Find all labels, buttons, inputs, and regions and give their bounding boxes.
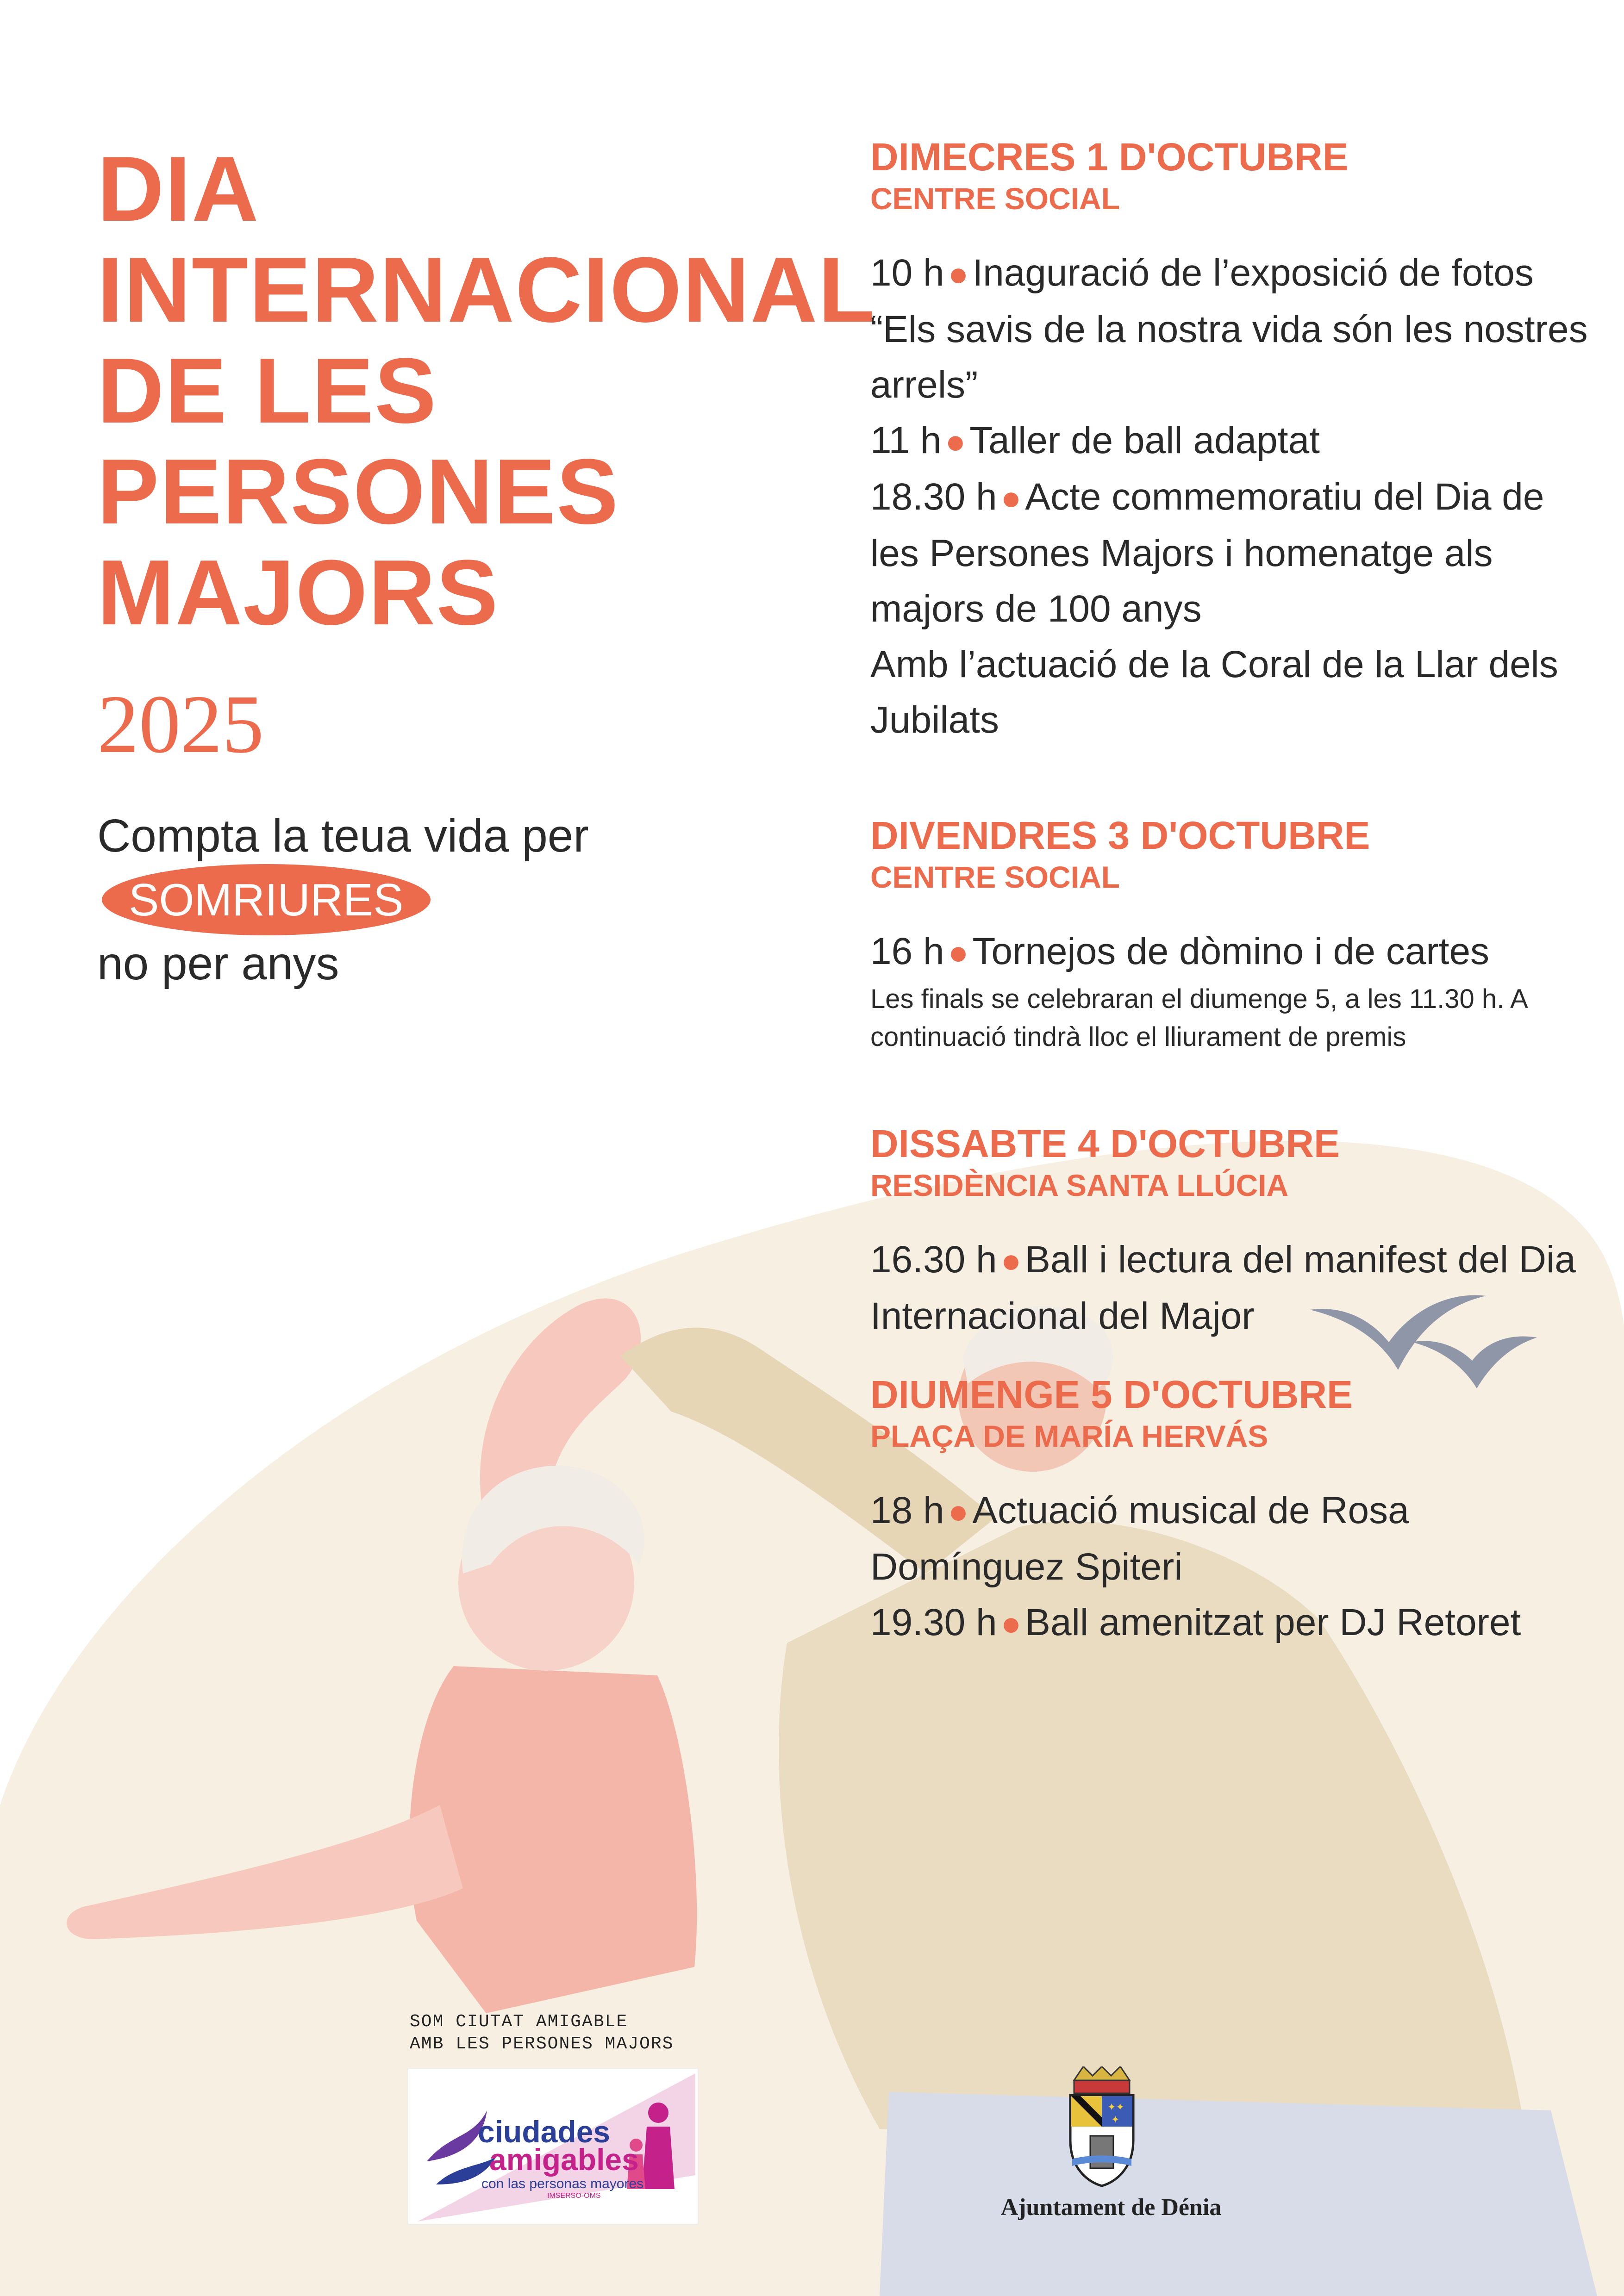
schedule-item (870, 1483, 1593, 1595)
svg-text:✦: ✦ (1111, 2114, 1120, 2126)
title-line: MAJORS (97, 541, 499, 644)
item-text: Acte commemoratiu del Dia de les Persones Majors i homenatge als majors de 100 anys (870, 476, 1544, 630)
council-name: Ajuntament de Dénia (1000, 2194, 1222, 2221)
logo-word: ciudades (478, 2115, 611, 2149)
schedule-item (870, 469, 1593, 637)
friendly-city-label (410, 2011, 674, 2055)
title-line: DE LES (97, 339, 437, 442)
item-text: Actuació musical de Rosa Domínguez Spiteri (870, 1489, 1409, 1588)
venue-heading: PLAÇA DE MARÍA HERVÁS (870, 1419, 1268, 1453)
schedule-item (870, 1232, 1593, 1344)
item-text: Ball amenitzat per DJ Retoret (1025, 1601, 1521, 1643)
item-time: 19.30 h (870, 1601, 997, 1643)
denia-coat-of-arms-icon (1065, 2066, 1139, 2187)
logo-subtitle: con las personas mayores (481, 2176, 644, 2191)
tagline-start: Compta la teua vida per (97, 810, 589, 862)
schedule-extra: Amb l’actuació de la Coral de la Llar dels Jubilats (870, 643, 1558, 741)
item-time: 10 h (870, 252, 944, 294)
item-text: Taller de ball adaptat (969, 419, 1320, 461)
item-time: 16 h (870, 930, 944, 972)
event-schedule (870, 134, 1593, 1716)
bullet-dot-icon: ● (948, 933, 969, 971)
logo-word: amigables (489, 2142, 639, 2177)
day-heading: DISSABTE 4 D'OCTUBRE (870, 1122, 1340, 1165)
schedule-note: Les finals se celebraran el diumenge 5, a les 11.30 h. A continuació tindrà lloc el lliurament de premis (870, 984, 1527, 1052)
tagline (97, 808, 884, 992)
schedule-day-2 (870, 813, 1593, 1056)
schedule-day-4 (870, 1372, 1593, 1651)
friendly-line: SOM CIUTAT AMIGABLE (410, 2012, 628, 2032)
venue-heading: CENTRE SOCIAL (870, 181, 1120, 216)
bullet-dot-icon: ● (948, 1492, 969, 1531)
event-title (97, 139, 884, 643)
bullet-dot-icon: ● (1000, 1604, 1022, 1643)
schedule-item (870, 413, 1593, 469)
bullet-dot-icon: ● (948, 255, 969, 293)
schedule-day-1 (870, 134, 1593, 748)
event-year: 2025 (97, 678, 264, 770)
item-text: Inaguració de l’exposició de fotos “Els savis de la nostra vida són les nostres arrels” (870, 252, 1588, 406)
bullet-dot-icon: ● (1000, 479, 1022, 517)
ciudades-amigables-logo (408, 2069, 698, 2224)
day-heading: DIUMENGE 5 D'OCTUBRE (870, 1373, 1353, 1416)
item-time: 16.30 h (870, 1238, 997, 1281)
tagline-end: no per anys (97, 938, 339, 989)
item-time: 18 h (870, 1489, 944, 1531)
schedule-day-3 (870, 1121, 1593, 1344)
tagline-highlight-pill: SOMRIURES (102, 864, 431, 935)
item-text: Tornejos de dòmino i de cartes (972, 930, 1490, 972)
item-text: Ball i lectura del manifest del Dia Internacional del Major (870, 1238, 1576, 1337)
title-line: DIA (97, 137, 260, 241)
item-time: 18.30 h (870, 476, 997, 518)
title-line: INTERNACIONAL (97, 238, 876, 342)
bullet-dot-icon: ● (1000, 1241, 1022, 1280)
schedule-item (870, 924, 1593, 980)
logo-org: IMSERSO-OMS (547, 2192, 601, 2200)
schedule-item (870, 245, 1593, 413)
day-heading: DIVENDRES 3 D'OCTUBRE (870, 814, 1370, 857)
title-line: PERSONES (97, 440, 619, 543)
woman-body (409, 1666, 697, 2013)
item-time: 11 h (870, 419, 942, 461)
svg-text:✦✦: ✦✦ (1107, 2102, 1124, 2113)
friendly-line: AMB LES PERSONES MAJORS (410, 2034, 674, 2054)
venue-heading: CENTRE SOCIAL (870, 860, 1120, 894)
bullet-dot-icon: ● (945, 422, 966, 460)
day-heading: DIMECRES 1 D'OCTUBRE (870, 135, 1349, 179)
venue-heading: RESIDÈNCIA SANTA LLÚCIA (870, 1168, 1289, 1202)
schedule-item (870, 1595, 1593, 1651)
